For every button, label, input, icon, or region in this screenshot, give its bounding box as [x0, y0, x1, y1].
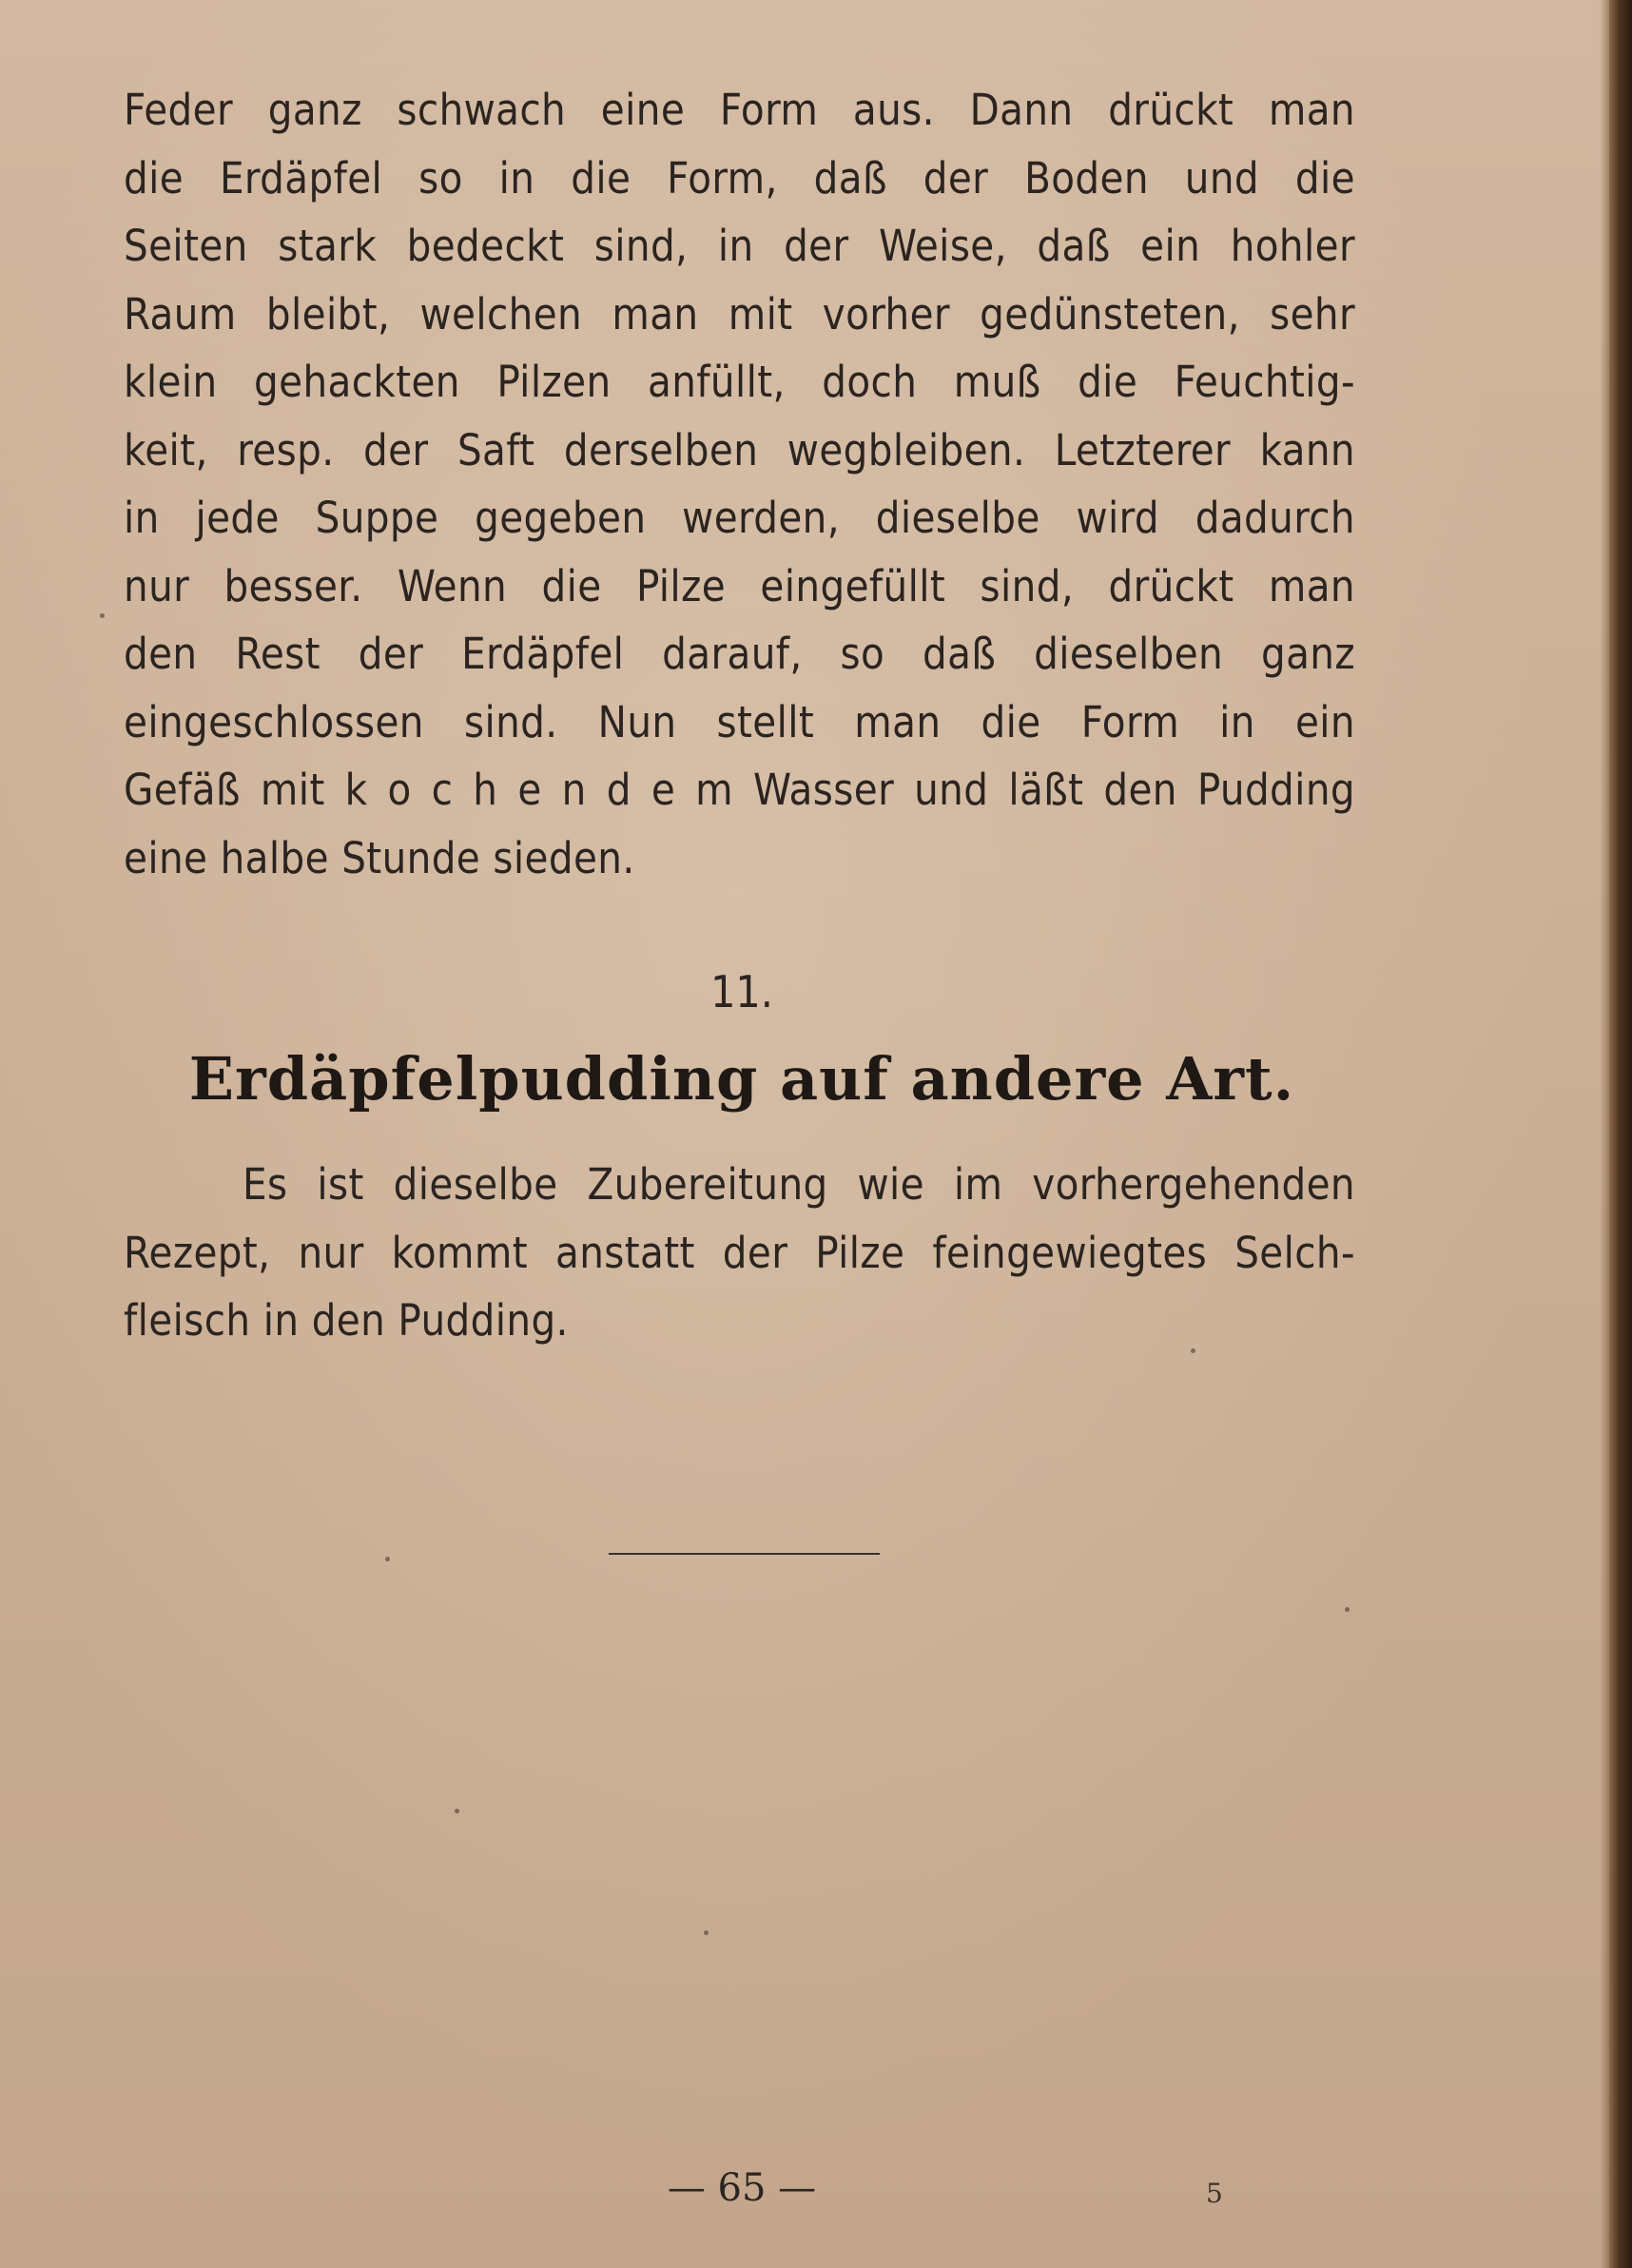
text-line: Es ist dieselbe Zubereitung wie im vorhergehenden	[243, 1159, 1355, 1210]
text-line: die Erdäpfel so in die Form, daß der Boden und die	[124, 152, 1355, 204]
text-line: klein gehackten Pilzen anfüllt, doch muß die Feuchtig-	[124, 357, 1355, 407]
text-line: eine halbe Stunde sieden.	[124, 832, 635, 883]
text-line: in jede Suppe gegeben werden, dieselbe wird dadurch	[124, 493, 1355, 543]
page-number: — 65 —	[667, 2166, 817, 2210]
section-divider	[609, 1553, 880, 1555]
text-line: eingeschlossen sind. Nun stellt man die Form in ein	[124, 696, 1355, 747]
page-gutter-shadow	[1600, 0, 1609, 2268]
paper-speck	[1191, 1348, 1195, 1353]
text-line: Seiten stark bedeckt sind, in der Weise, daß ein hohler	[124, 221, 1355, 271]
text-line: Feder ganz schwach eine Form aus. Dann drückt man	[124, 85, 1355, 135]
recipe-title: Erdäpfelpudding auf andere Art.	[188, 1044, 1295, 1114]
recipe-paragraph	[124, 1151, 1355, 1355]
text-line: fleisch in den Pudding.	[124, 1295, 569, 1346]
text-line: den Rest der Erdäpfel darauf, so daß dieselben ganz	[124, 629, 1355, 679]
paper-speck	[100, 613, 105, 618]
text-line: Gefäß mit k o c h e n d e m Wasser und läßt den Pudding	[124, 765, 1355, 815]
book-spine	[1609, 0, 1632, 2268]
text-line: keit, resp. der Saft derselben wegbleiben. Letzterer kann	[124, 424, 1355, 475]
paper-speck	[1345, 1607, 1350, 1612]
paper-speck	[704, 1930, 709, 1935]
paragraph-continuation	[124, 76, 1355, 892]
recipe-number: 11.	[710, 966, 773, 1018]
text-line: Rezept, nur kommt anstatt der Pilze feingewiegtes Selch-	[124, 1227, 1355, 1278]
paper-speck	[455, 1809, 459, 1813]
signature-mark: 5	[1206, 2178, 1223, 2209]
paper-speck	[385, 1557, 390, 1561]
text-line: Raum bleibt, welchen man mit vorher gedünsteten, sehr	[124, 288, 1355, 339]
text-line: nur besser. Wenn die Pilze eingefüllt sind, drückt man	[124, 560, 1355, 611]
